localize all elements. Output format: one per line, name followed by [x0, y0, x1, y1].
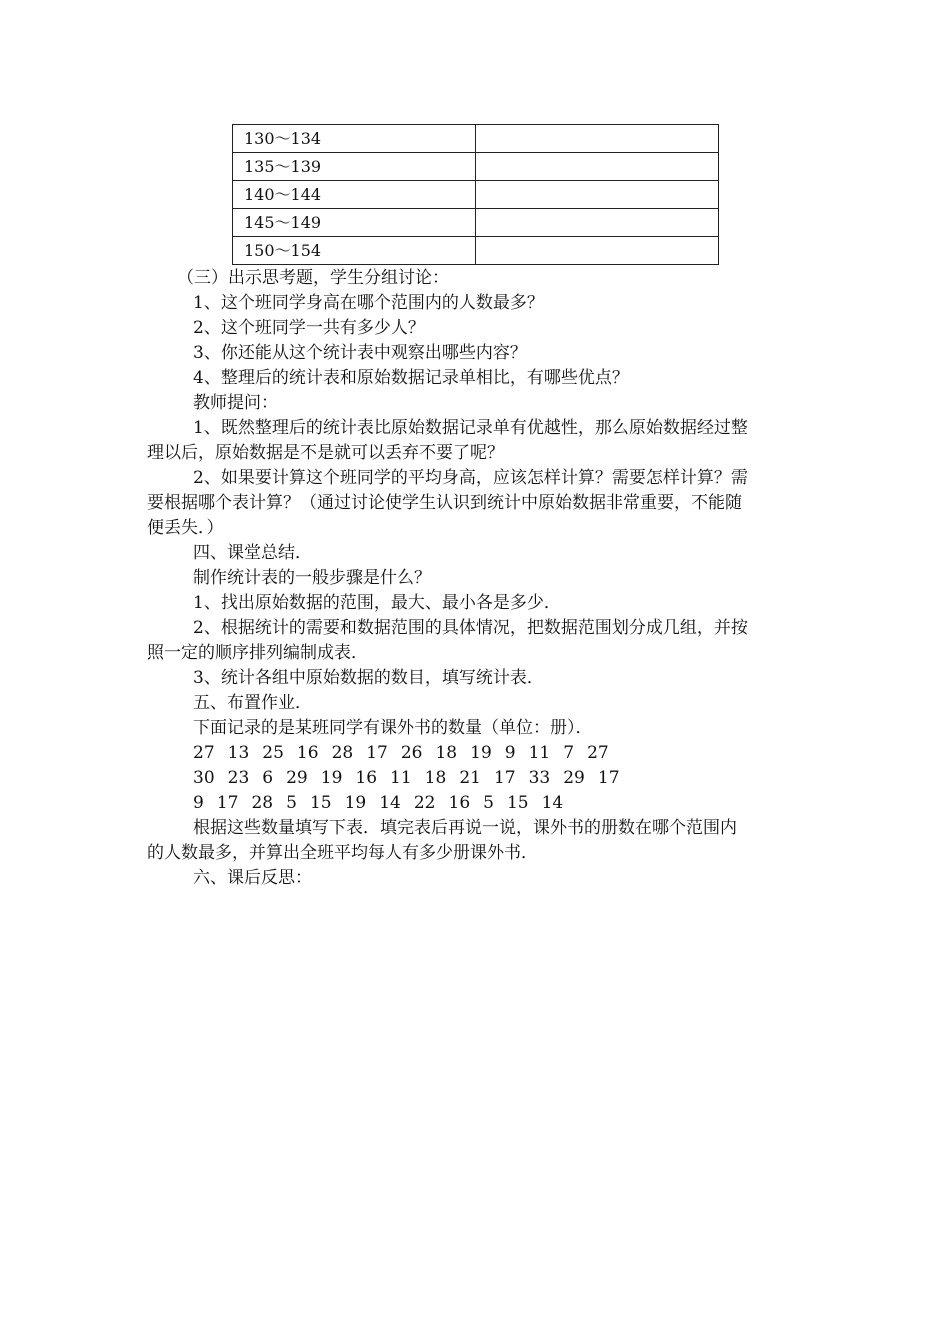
section-four-heading: 四、课堂总结．: [193, 543, 312, 563]
book-count: 22: [413, 793, 436, 813]
book-count: 18: [435, 743, 458, 763]
question-2: 2、这个班同学一共有多少人？: [193, 318, 425, 338]
book-count: 14: [379, 793, 401, 813]
section-six-heading: 六、课后反思：: [193, 868, 312, 888]
height-frequency-table: [232, 124, 719, 265]
table-row: [233, 153, 719, 181]
question-1: 1、这个班同学身高在哪个范围内的人数最多？: [193, 293, 544, 313]
book-count: 30: [193, 768, 215, 788]
book-count: 29: [563, 768, 585, 788]
book-count: 14: [541, 793, 564, 813]
book-count: 26: [400, 743, 423, 763]
table-cell-range: 145～149: [233, 209, 476, 237]
book-count: 15: [506, 793, 529, 813]
book-count: 9: [193, 793, 204, 813]
teacher-question-heading: 教师提问：: [193, 393, 278, 413]
teacher-question-2: 2、如果要计算这个班同学的平均身高，应该怎样计算？需要怎样计算？需: [193, 468, 748, 488]
book-count: 29: [286, 768, 308, 788]
book-count-row-1: [193, 741, 622, 766]
book-count: 25: [262, 743, 284, 763]
table-cell-count: [475, 181, 718, 209]
book-count: 15: [309, 793, 332, 813]
table-cell-range: 150～154: [233, 237, 476, 265]
book-count: 5: [286, 793, 297, 813]
book-count-row-3: [193, 791, 576, 816]
table-row: [233, 237, 719, 265]
question-4: 4、整理后的统计表和原始数据记录单相比，有哪些优点？: [193, 368, 629, 388]
book-count: 33: [528, 768, 551, 788]
book-count: 16: [448, 793, 471, 813]
book-count: 7: [563, 743, 575, 763]
summary-step-2: 2、根据统计的需要和数据范围的具体情况，把数据范围划分成几组，并按: [193, 618, 748, 638]
book-count: 5: [483, 793, 494, 813]
book-count: 16: [296, 743, 319, 763]
summary-step-3: 3、统计各组中原始数据的数目，填写统计表．: [193, 668, 544, 688]
section-three-heading: （三）出示思考题，学生分组讨论：: [177, 268, 449, 288]
book-count: 17: [597, 768, 620, 788]
book-count: 13: [227, 743, 250, 763]
table-cell-count: [475, 153, 718, 181]
book-count: 9: [504, 743, 516, 763]
table-cell-count: [475, 125, 718, 153]
book-count: 28: [251, 793, 274, 813]
summary-question: 制作统计表的一般步骤是什么？: [193, 568, 431, 588]
table-cell-range: 130～134: [233, 125, 476, 153]
book-count: 19: [344, 793, 367, 813]
book-count: 11: [528, 743, 551, 763]
book-count: 18: [424, 768, 447, 788]
homework-intro: 下面记录的是某班同学有课外书的数量（单位：册）．: [193, 718, 593, 738]
book-count: 21: [459, 768, 481, 788]
table-cell-count: [475, 209, 718, 237]
book-count: 27: [587, 743, 609, 763]
book-count: 19: [470, 743, 492, 763]
book-count: 23: [227, 768, 250, 788]
homework-task: 根据这些数量填写下表．填完表后再说一说，课外书的册数在哪个范围内: [193, 818, 737, 838]
table-row: [233, 209, 719, 237]
teacher-question-2-end: 便丢失．）: [147, 518, 224, 538]
teacher-question-2-cont: 要根据哪个表计算？（通过讨论使学生认识到统计中原始数据非常重要，不能随: [147, 493, 742, 513]
table-cell-count: [475, 237, 718, 265]
table-row: [233, 125, 719, 153]
book-count: 17: [493, 768, 516, 788]
book-count: 6: [262, 768, 274, 788]
summary-step-1: 1、找出原始数据的范围，最大、最小各是多少．: [193, 593, 561, 613]
table-cell-range: 135～139: [233, 153, 476, 181]
homework-task-cont: 的人数最多，并算出全班平均每人有多少册课外书．: [147, 843, 538, 863]
teacher-question-1: 1、既然整理后的统计表比原始数据记录单有优越性，那么原始数据经过整: [193, 418, 748, 438]
book-count: 27: [193, 743, 215, 763]
book-count: 17: [366, 743, 388, 763]
book-count: 11: [390, 768, 412, 788]
book-count: 16: [355, 768, 378, 788]
summary-step-2-cont: 照一定的顺序排列编制成表．: [147, 643, 368, 663]
table-cell-range: 140～144: [233, 181, 476, 209]
book-count-row-2: [193, 766, 633, 791]
book-count: 28: [331, 743, 354, 763]
book-count: 17: [216, 793, 239, 813]
table-row: [233, 181, 719, 209]
section-five-heading: 五、布置作业．: [193, 693, 312, 713]
book-count: 19: [320, 768, 343, 788]
teacher-question-1-cont: 理以后，原始数据是不是就可以丢弃不要了呢？: [147, 443, 504, 463]
question-3: 3、你还能从这个统计表中观察出哪些内容？: [193, 343, 527, 363]
